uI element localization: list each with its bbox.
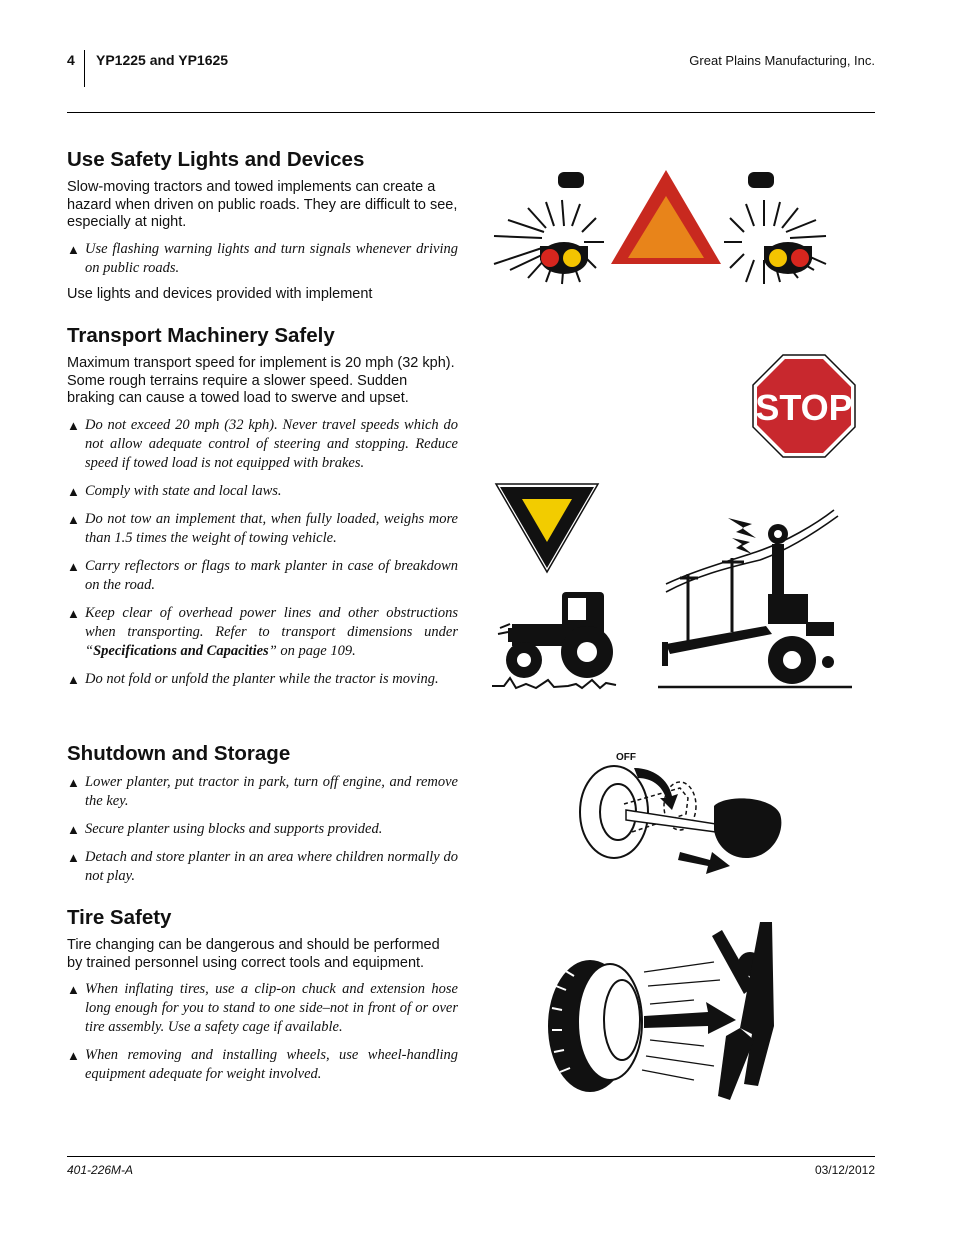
transport-bullet-3: ▲ Do not tow an implement that, when fully loaded, weighs more than 1.5 times the weight of towing vehicle. (67, 510, 458, 548)
pull-arrow-icon (678, 852, 730, 874)
tire-bullet-2: ▲ When removing and installing wheels, use wheel-handling equipment adequate for weight involved. (67, 1046, 458, 1084)
section-heading-shutdown: Shutdown and Storage (67, 742, 291, 765)
page-number: 4 (67, 52, 75, 68)
transport-bullet-5-text: Keep clear of overhead power lines and other obstructions when transporting. Refer to transport dimensions under “ (85, 604, 458, 659)
ignition-key-off-illustration (576, 748, 788, 876)
spec-reference-title: Specifications and Capacities (93, 642, 269, 659)
right-lamp-amber (769, 249, 787, 267)
transport-bullet-1: ▲ Do not exceed 20 mph (32 kph). Never travel speeds which do not allow adequate control of steering and stopping. Reduce speed if towed load is not equipped with brakes. (67, 416, 458, 473)
power-lines (666, 510, 838, 592)
footer-doc-number: 401-226M-A (67, 1163, 134, 1177)
section-heading-transport: Transport Machinery Safely (67, 324, 335, 347)
right-light-mount (748, 172, 774, 188)
lights-bullet-1: ▲ Use flashing warning lights and turn signals whenever driving on public roads. (67, 240, 458, 278)
lightning-spark-icon (728, 518, 756, 554)
transport-bullet-2: ▲ Comply with state and local laws. (67, 482, 458, 501)
left-flashing-light-icon (494, 200, 604, 284)
transport-bullet-5 (67, 604, 458, 661)
transport-bullet-6: ▲ Do not fold or unfold the planter while the tractor is moving. (67, 670, 458, 689)
section-shutdown (67, 742, 458, 886)
footer-rule (67, 1156, 875, 1157)
utility-poles (680, 558, 744, 642)
shutdown-bullet-3: ▲ Detach and store planter in an area where children normally do not play. (67, 848, 458, 886)
tractor-rough-road-illustration (492, 588, 622, 694)
transport-bullet-4: ▲ Carry reflectors or flags to mark planter in case of breakdown on the road. (67, 557, 458, 595)
lights-intro: Slow-moving tractors and towed implements can create a hazard when driven on public roads. They are difficult to see, especially at night. (67, 179, 458, 230)
transport-intro: Maximum transport speed for implement is 20 mph (32 kph). Some rough terrains require a slower speed. Sudden braking can cause a towed load to swerve and upset. (67, 355, 455, 406)
header-model: YP1225 and YP1625 (96, 52, 229, 68)
spec-reference-suffix: ” on page 109. (268, 642, 356, 659)
ignition-off-label: OFF (616, 752, 636, 763)
stop-sign-text: STOP (755, 387, 853, 428)
footer-date: 03/12/2012 (814, 1163, 875, 1177)
shutdown-bullet-1: ▲ Lower planter, put tractor in park, turn off engine, and remove the key. (67, 773, 458, 811)
section-heading-tire: Tire Safety (67, 906, 172, 929)
stop-sign-illustration (752, 354, 856, 458)
section-transport (67, 324, 458, 689)
section-tire (67, 906, 458, 1084)
key-icon (626, 798, 781, 858)
left-light-mount (558, 172, 584, 188)
tire-explosion-illustration (544, 916, 780, 1122)
tire-bullet-1: ▲ When inflating tires, use a clip-on chuck and extension hose long enough for you to stand to one side–not in front of or over tire assembly. Use a safety cage if available. (67, 980, 458, 1037)
person-knocked-icon (712, 922, 774, 1100)
header-rule (67, 112, 875, 113)
power-line-hazard-illustration (656, 504, 856, 690)
lights-note: Use lights and devices provided with implement (67, 285, 373, 302)
header-company: Great Plains Manufacturing, Inc. (689, 53, 875, 68)
blast-arrow-icon (644, 1002, 736, 1034)
section-lights (67, 148, 458, 303)
smv-lights-illustration (480, 160, 840, 290)
header-divider (84, 50, 85, 87)
section-heading-lights: Use Safety Lights and Devices (67, 148, 365, 171)
yield-sign-illustration (494, 482, 600, 574)
left-lamp-amber (563, 249, 581, 267)
right-lamp-red (791, 249, 809, 267)
shutdown-bullet-2: ▲ Secure planter using blocks and supports provided. (67, 820, 458, 839)
left-lamp-red (541, 249, 559, 267)
tire-intro: Tire changing can be dangerous and should be performed by trained personnel using correct tools and equipment. (67, 937, 440, 971)
